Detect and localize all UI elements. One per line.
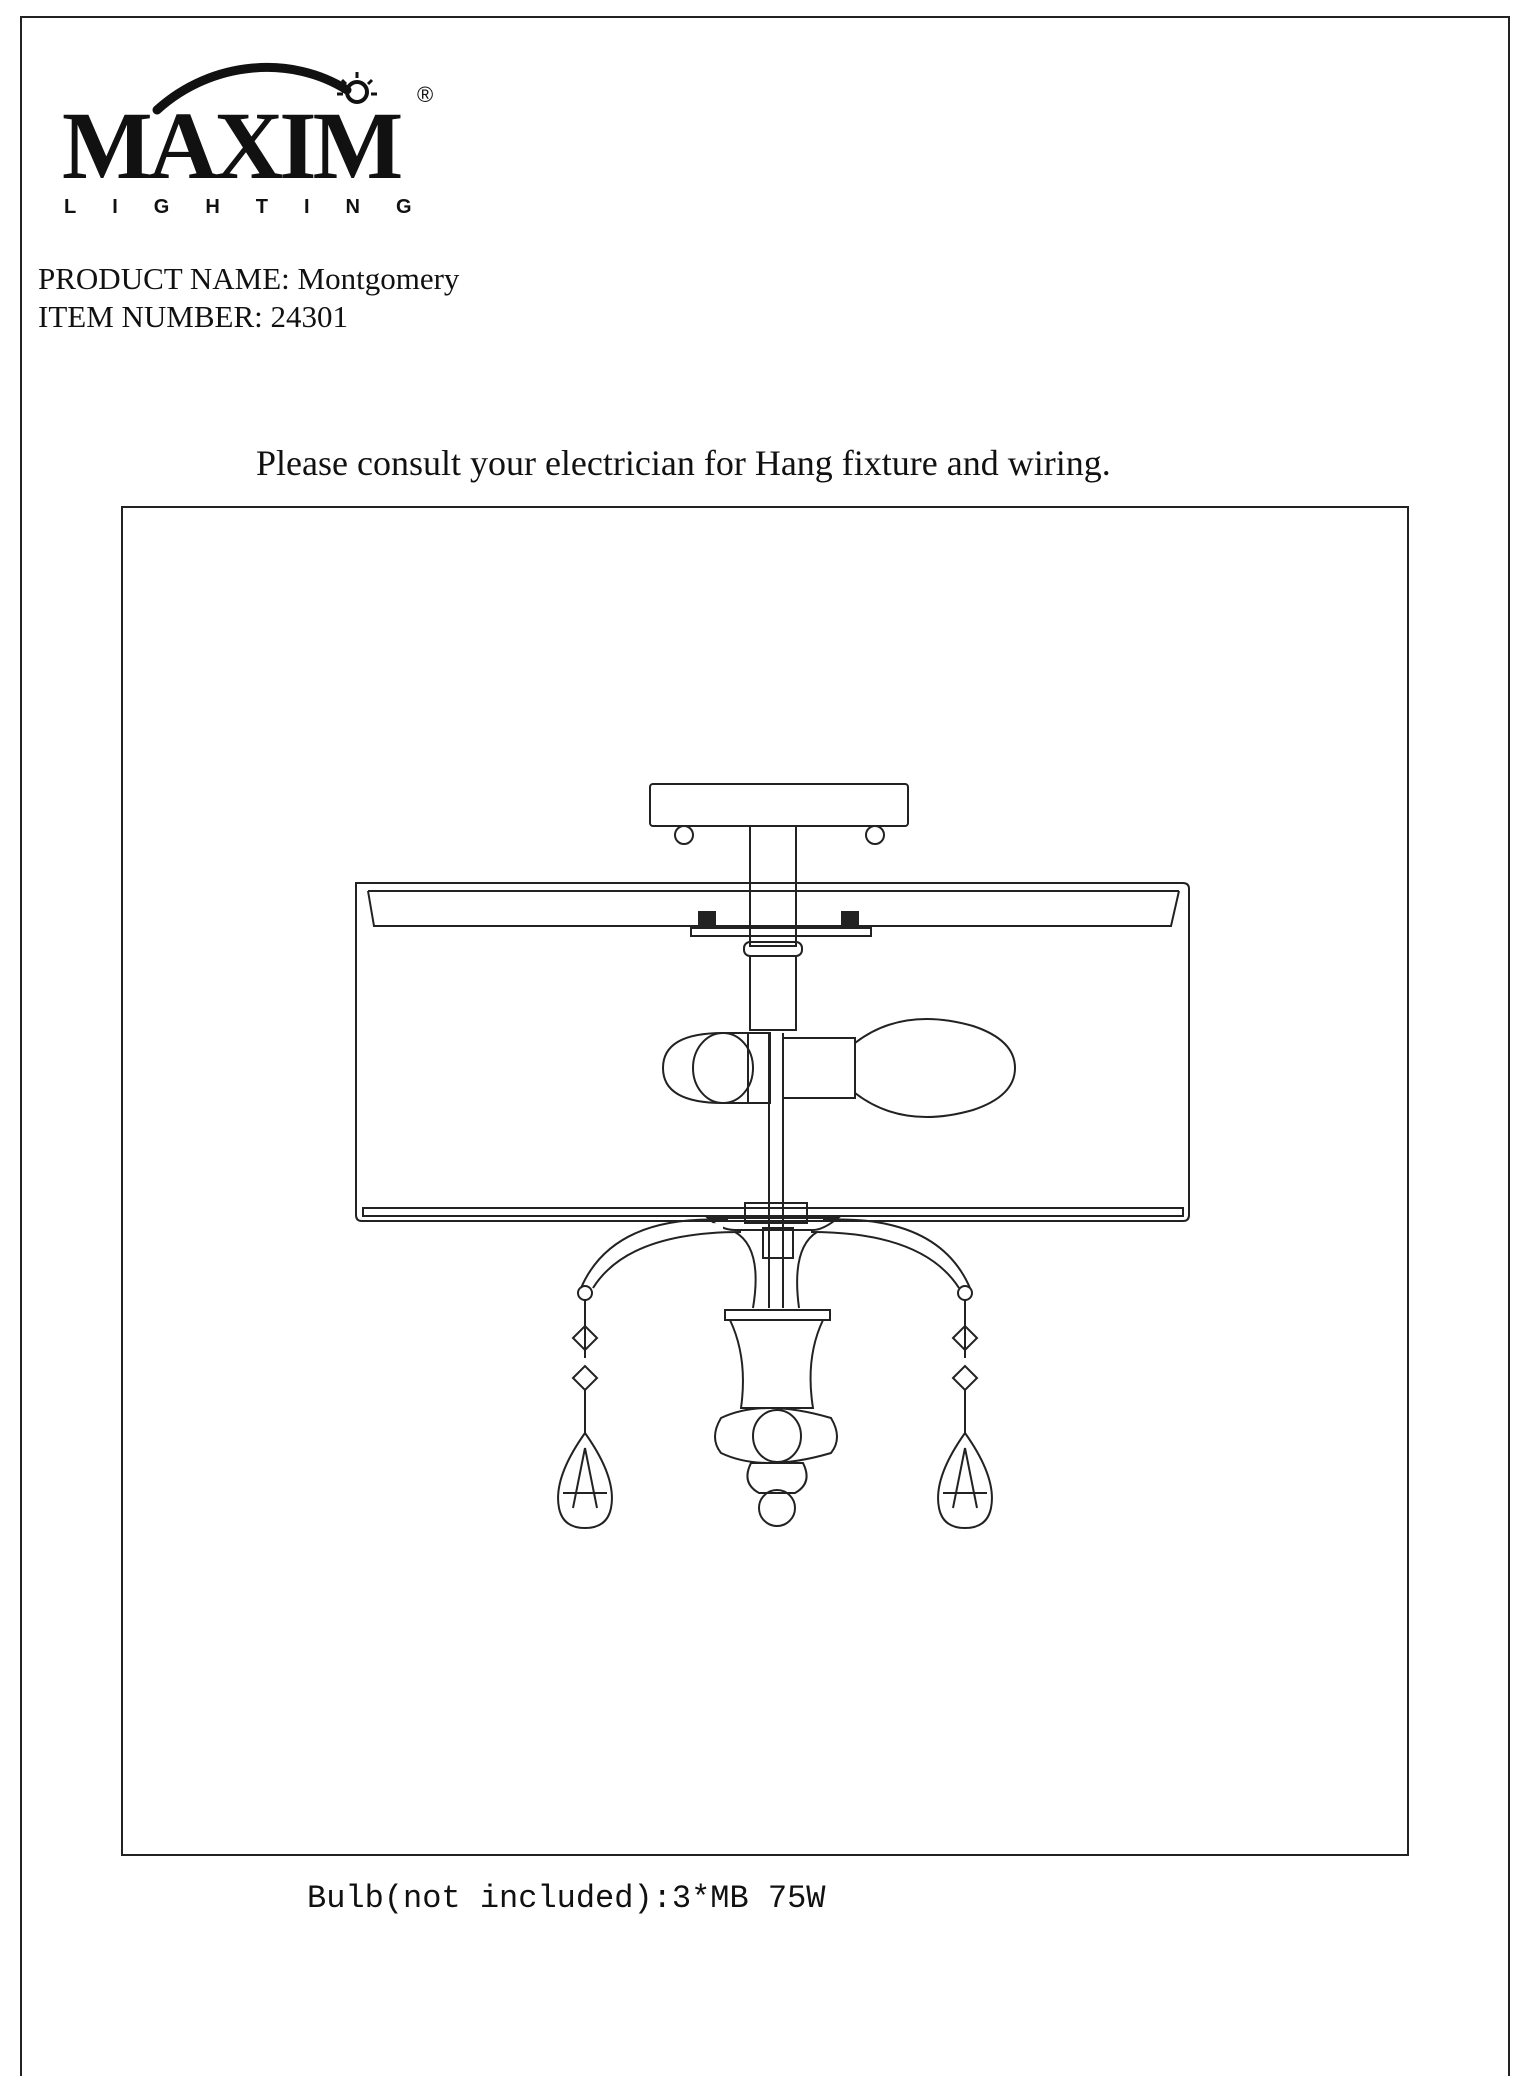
svg-text:®: ® [417, 82, 434, 107]
item-number-label: ITEM NUMBER: [38, 299, 263, 334]
svg-text:LIGHTING: LIGHTING [64, 196, 448, 218]
electrician-notice: Please consult your electrician for Hang fixture and wiring. [256, 443, 1111, 483]
fixture-drawing-frame [121, 506, 1409, 1856]
product-name-label: PRODUCT NAME: [38, 261, 290, 296]
item-number-row [38, 298, 459, 336]
item-number-value: 24301 [270, 299, 348, 334]
product-name-row [38, 260, 459, 298]
svg-text:MAXIM: MAXIM [62, 92, 400, 199]
product-name-value: Montgomery [297, 261, 460, 296]
maxim-lighting-logo [62, 50, 482, 220]
ceiling-fixture-drawing-icon [123, 508, 1407, 1854]
bulb-note: Bulb(not included):3*MB 75W [307, 1880, 826, 1917]
product-info [38, 260, 459, 336]
